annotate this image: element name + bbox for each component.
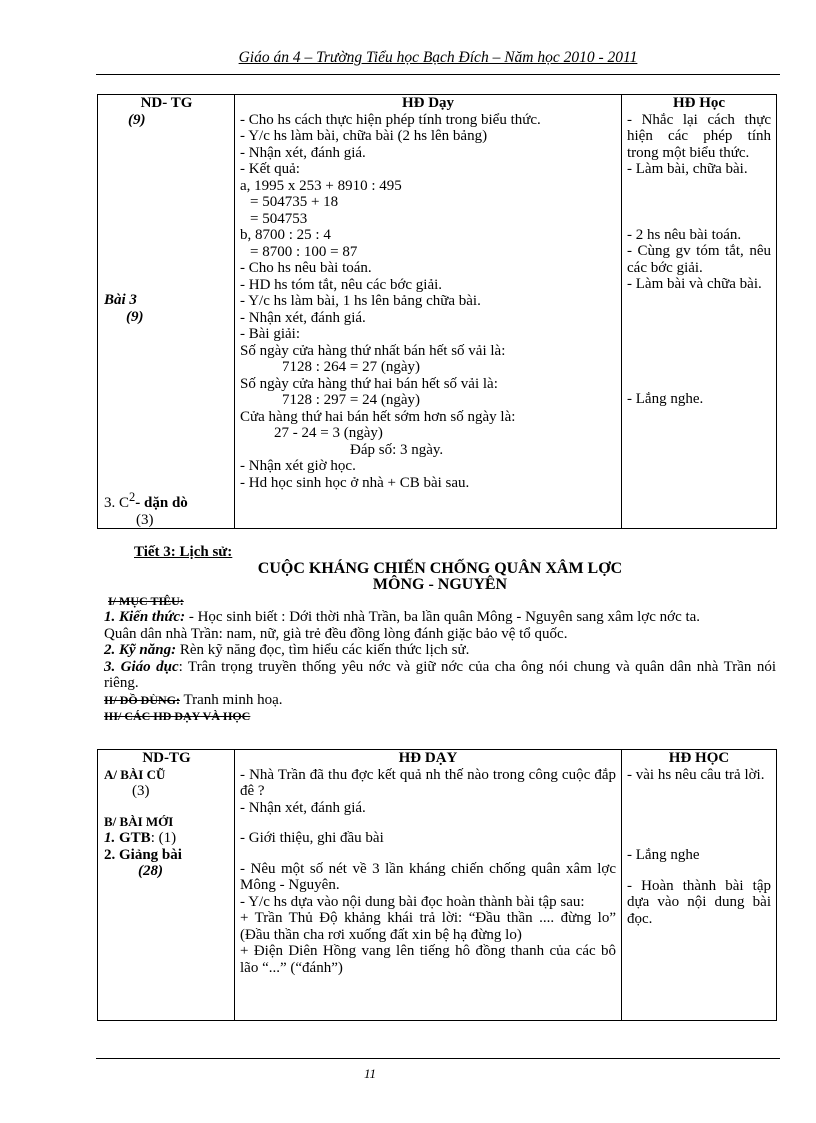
table1-time-1: (9) [128, 111, 146, 128]
bai-moi-label: B/ BÀI MỚI [104, 813, 174, 829]
page-header: Giáo án 4 – Trường Tiểu học Bạch Đích – Năm học 2010 - 2011 [238, 49, 638, 66]
hoc-line: - 2 hs nêu bài toán. [627, 226, 742, 243]
day-line: 27 - 24 = 3 (ngày) [274, 425, 383, 441]
bai-cu-label: A/ BÀI CŨ [104, 766, 166, 782]
table2-header-hoc: HĐ HỌC [668, 750, 730, 766]
table2-col-day [235, 750, 622, 1021]
day-line: Số ngày cửa hàng thứ nhất bán hết số vải là: [240, 342, 506, 359]
kien-thuc-paragraph-2: Quân dân nhà Trần: nam, nữ, già trẻ đều đồng lòng đánh giặc bảo vệ tổ quốc. [104, 625, 568, 642]
table1-header-nd: ND- TG [140, 95, 193, 111]
day2-line: - Nhận xét, đánh giá. [240, 799, 366, 816]
day-line: = 504735 + 18 [250, 194, 339, 210]
ky-nang-paragraph: 2. Kỹ năng: Rèn kỹ năng đọc, tìm hiểu các kiến thức lịch sử. [104, 642, 470, 658]
day-line: = 8700 : 100 = 87 [250, 243, 358, 260]
day-line: - Cho hs cách thực hiện phép tính trong biểu thức. [240, 111, 541, 128]
gtb-label: 1. GTB: (1) [104, 830, 177, 846]
lesson-title: CUỘC KHÁNG CHIẾN CHỐNG QUÂN XÂM LỢC [257, 559, 623, 577]
day-line: - Nhận xét giờ học. [240, 458, 356, 474]
lesson-table-2 [97, 749, 777, 1021]
table1-col-day [235, 95, 622, 529]
day-line: - Bài giải: [240, 326, 300, 342]
table1-header-hoc: HĐ Học [672, 95, 726, 111]
hd-heading: III/ CÁC HĐ DẠY VÀ HỌC [104, 709, 251, 723]
day-line: 7128 : 264 = 27 (ngày) [282, 359, 421, 375]
hoc-line: - Làm bài, chữa bài. [627, 161, 748, 177]
giao-duc-paragraph: 3. Giáo dục: Trân trọng truyền thống yêu nớc và giữ nớc của cha ông nói chung và quân dân nhà Trần nói riêng. [104, 658, 777, 691]
hoc-line: - Cùng gv tóm tắt, nêu các bớc giải. [627, 243, 771, 276]
day2-line: - Nêu một số nét về 3 lần kháng chiến chống quân xâm lợc Mông - Nguyên. [240, 860, 616, 893]
day2-line: - Nhà Trần đã thu đợc kết quả nh thế nào trong công cuộc đắp đê ? [240, 766, 616, 799]
bai-cu-time: (3) [132, 783, 150, 799]
table1-cdando-label: 3. $C^2-$ dặn dò [104, 490, 188, 511]
do-dung-paragraph: II/ ĐỒ DÙNG: Tranh minh hoạ. [104, 691, 283, 708]
hoc2-line: - vài hs nêu câu trả lời. [627, 766, 765, 783]
giang-bai-time: (28) [138, 863, 163, 879]
day-line: a, 1995 x 253 + 8910 : 495 [240, 177, 402, 194]
day-line: 7128 : 297 = 24 (ngày) [282, 392, 421, 408]
header-rule [96, 74, 780, 75]
table2-col-hoc [622, 750, 777, 1021]
day2-line: - Y/c hs dựa vào nội dung bài đọc hoàn thành bài tập sau: [240, 893, 585, 910]
day-line: - Cho hs nêu bài toán. [240, 260, 372, 276]
table2-header-day: HĐ DẠY [398, 750, 458, 766]
lesson-table-1 [97, 94, 777, 529]
day-line: - Hd học sinh học ở nhà + CB bài sau. [240, 474, 470, 491]
hoc2-line: - Hoàn thành bài tập dựa vào nội dung bài đọc. [627, 877, 771, 927]
day-line: Đáp số: 3 ngày. [350, 441, 444, 458]
kien-thuc-paragraph: 1. Kiến thức: - Học sinh biết : Dới thời nhà Trần, ba lần quân Mông - Nguyên sang xâm lợc nớc ta. [104, 609, 701, 625]
day-line: = 504753 [250, 210, 308, 227]
day-line: - Nhận xét, đánh giá. [240, 144, 366, 161]
hoc2-line: - Lắng nghe [627, 847, 700, 863]
lesson-section [104, 544, 776, 725]
hoc-line: - Làm bài và chữa bài. [627, 276, 762, 292]
table1-header-day: HĐ Dạy [401, 95, 455, 111]
giang-bai-label: 2. Giảng bài [104, 846, 182, 863]
day-line: - Nhận xét, đánh giá. [240, 309, 366, 326]
footer-rule [96, 1058, 780, 1059]
day-line: - HD hs tóm tắt, nêu các bớc giải. [240, 276, 443, 293]
table2-col-nd [98, 750, 235, 1021]
page-number: 11 [363, 1066, 377, 1081]
day-line: Cửa hàng thứ hai bán hết sớm hơn số ngày là: [240, 408, 516, 425]
lesson-title-2: MÔNG - NGUYÊN [372, 575, 508, 593]
day-line: - Y/c hs làm bài, chữa bài (2 hs lên bảng) [240, 128, 488, 144]
table1-col-nd [98, 95, 235, 529]
hoc-line: - Lắng nghe. [627, 390, 704, 407]
hoc-line: - Nhắc lại cách thực hiện các phép tính trong một biểu thức. [627, 111, 771, 161]
table2-header-nd: ND-TG [142, 750, 191, 766]
table1-col-hoc [622, 95, 777, 529]
muc-tieu-heading: I/ MỤC TIÊU: [108, 593, 184, 608]
table1-time-3: (3) [136, 511, 154, 528]
table1-bai3-label: Bài 3 [104, 292, 137, 308]
day-line: Số ngày cửa hàng thứ hai bán hết số vải là: [240, 375, 498, 392]
day2-line: - Giới thiệu, ghi đầu bài [240, 830, 384, 846]
day-line: - Y/c hs làm bài, 1 hs lên bảng chữa bài. [240, 293, 481, 309]
day2-line: + Trần Thủ Độ khảng khái trả lời: “Đầu thần .... đừng lo” (Đầu thần cha rơi xuống đất xin bệ hạ đừng lo) [240, 910, 616, 943]
tiet-heading: Tiết 3: Lịch sử: [134, 544, 233, 560]
day2-line: + Điện Diên Hồng vang lên tiếng hô đồng thanh của các bô lão “...” (“đánh”) [240, 943, 616, 976]
table1-time-2: (9) [126, 308, 144, 325]
day-line: b, 8700 : 25 : 4 [240, 227, 331, 243]
day-line: - Kết quả: [240, 161, 300, 177]
